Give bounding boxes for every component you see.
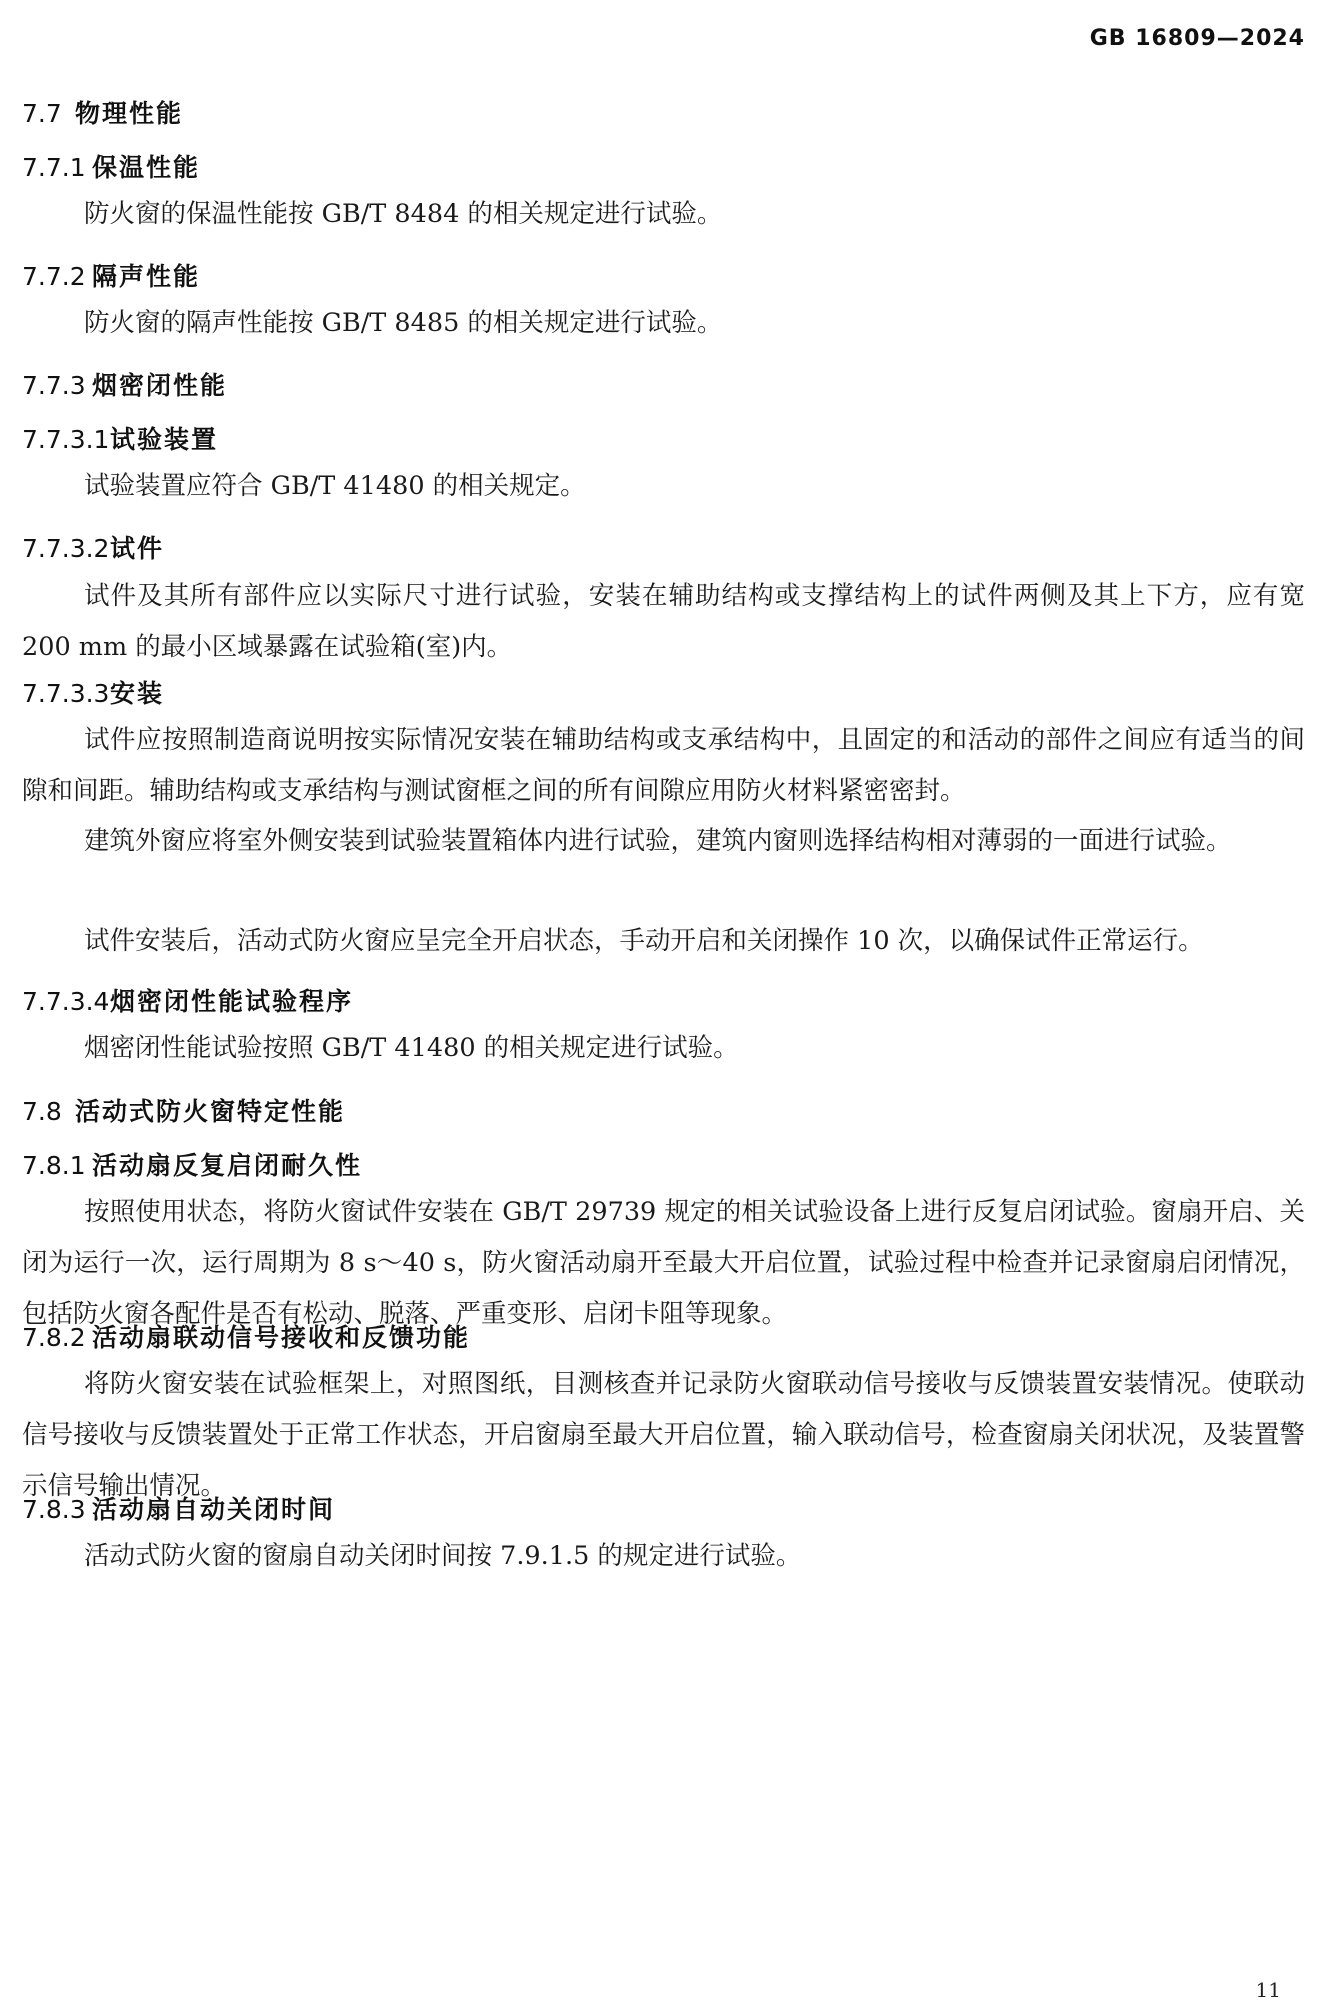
paragraph: 试件安装后，活动式防火窗应呈完全开启状态，手动开启和关闭操作 10 次，以确保试件正常运行。	[84, 926, 1204, 956]
paragraph: 防火窗的保温性能按 GB/T 8484 的相关规定进行试验。	[84, 199, 723, 229]
paragraph: 试件应按照制造商说明按实际情况安装在辅助结构或支承结构中，且固定的和活动的部件之间应有适当的间隙和间距。辅助结构或支承结构与测试窗框之间的所有间隙应用防火材料紧密密封。	[22, 725, 1305, 806]
section-number: 7.7.3	[22, 371, 86, 400]
section-heading	[22, 366, 227, 402]
section-title: 活动扇自动关闭时间	[92, 1495, 336, 1524]
section-heading	[22, 674, 164, 710]
paragraph: 试件及其所有部件应以实际尺寸进行试验，安装在辅助结构或支撑结构上的试件两侧及其上下方，应有宽 200 mm 的最小区域暴露在试验箱(室)内。	[22, 581, 1305, 662]
section-number: 7.8.2	[22, 1323, 86, 1352]
section-number: 7.7.3.4	[22, 987, 110, 1016]
section-title: 试件	[110, 534, 165, 563]
section-title: 活动式防火窗特定性能	[75, 1097, 346, 1126]
paragraph: 烟密闭性能试验按照 GB/T 41480 的相关规定进行试验。	[84, 1033, 739, 1063]
section-number: 7.8	[22, 1097, 62, 1126]
section-heading	[22, 257, 200, 293]
section-heading	[22, 1146, 362, 1182]
section-number: 7.7.3.3	[22, 679, 110, 708]
section-heading	[22, 982, 353, 1018]
standard-id: GB 16809—2024	[1089, 26, 1305, 51]
section-number: 7.7.3.1	[22, 425, 110, 454]
section-number: 7.8.3	[22, 1495, 86, 1524]
section-number: 7.7.3.2	[22, 534, 110, 563]
paragraph: 防火窗的隔声性能按 GB/T 8485 的相关规定进行试验。	[84, 308, 723, 338]
section-title: 试验装置	[110, 425, 219, 454]
section-title: 隔声性能	[92, 262, 201, 291]
section-title: 活动扇反复启闭耐久性	[92, 1151, 363, 1180]
section-title: 烟密闭性能试验程序	[110, 987, 354, 1016]
section-heading	[22, 94, 183, 130]
paragraph: 按照使用状态，将防火窗试件安装在 GB/T 29739 规定的相关试验设备上进行反复启闭试验。窗扇开启、关闭为运行一次，运行周期为 8 s～40 s，防火窗活动扇开至最大开启位置，试验过程中检查并记录窗扇启闭情况，包括防火窗各配件是否有松动、脱落、严重变形、启闭卡阻等现象。	[22, 1197, 1305, 1329]
section-heading	[22, 1490, 335, 1526]
section-number: 7.8.1	[22, 1151, 86, 1180]
section-heading	[22, 420, 218, 456]
section-title: 烟密闭性能	[92, 371, 228, 400]
section-title: 物理性能	[75, 99, 184, 128]
paragraph: 活动式防火窗的窗扇自动关闭时间按 7.9.1.5 的规定进行试验。	[84, 1541, 802, 1571]
section-number: 7.7	[22, 99, 62, 128]
section-title: 安装	[110, 679, 165, 708]
section-heading	[22, 1092, 345, 1128]
paragraph: 将防火窗安装在试验框架上，对照图纸，目测核查并记录防火窗联动信号接收与反馈装置安装情况。使联动信号接收与反馈装置处于正常工作状态，开启窗扇至最大开启位置，输入联动信号，检查窗扇关闭状况，及装置警示信号输出情况。	[22, 1369, 1305, 1501]
section-heading	[22, 1318, 470, 1354]
page-number: 11	[1255, 1978, 1281, 2002]
paragraph: 建筑外窗应将室外侧安装到试验装置箱体内进行试验，建筑内窗则选择结构相对薄弱的一面进行试验。	[84, 826, 1232, 856]
paragraph: 试验装置应符合 GB/T 41480 的相关规定。	[84, 471, 586, 501]
section-heading	[22, 529, 164, 565]
section-number: 7.7.2	[22, 262, 86, 291]
section-title: 保温性能	[92, 153, 201, 182]
section-number: 7.7.1	[22, 153, 86, 182]
section-title: 活动扇联动信号接收和反馈功能	[92, 1323, 471, 1352]
section-heading	[22, 148, 200, 184]
